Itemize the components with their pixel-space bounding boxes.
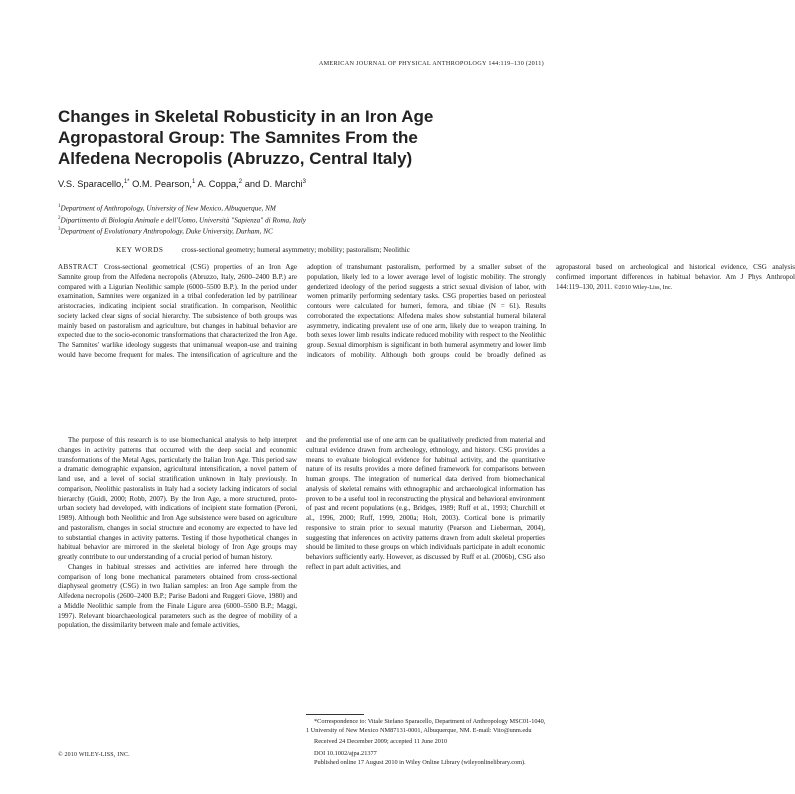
author-name: A. Coppa, [197, 179, 239, 190]
abstract-text: Cross-sectional geometrical (CSG) properties of an Iron Age Samnite group from the Alfedena necropolis (Abruzzo, Italy, 2600–2400 B.P.) are compared with a Ligurian Neolithic sample (6000–5500 B.P.). In the period under examination, Samnites were organized in a tribal confederation led by patrilinear aristocracies, indicating incipient social stratification. In comparison, Neolithic society lacked clear signs of social hierarchy. The subsistence of both groups was mainly based on pastoralism and agriculture, but changes in habitual behavior are expected due to the socio-economic transformations that characterized the Iron Age. The Samnites' warlike ideology suggests that unimanual weapon-use and training would have become frequent for males. The intensification of agriculture and the adoption of transhumant pastoralism, performed by a smaller subset of the population, likely led to a lower average level of logistic mobility. The strongly genderized ideology of the period suggests a strict sexual division of labor, with women primarily performing sedentary tasks. CSG properties based on periosteal contours were calculated for humeri, femora, and tibiae (N = 61). Results corroborated the expectations: Alfedena males show substantial humeral bilateral asymmetry, indicating prevalent use of one arm, likely due to weapon training. In both sexes lower limb results indicate reduced mobility with respect to the Neolithic group. Sexual dimorphism is significant in both humeral asymmetry and lower limb indicators of mobility. Although both groups could be broadly defined as agropastoral based on archeological and historical evidence, CSG analysis confirmed important differences in habitual behavior. Am J Phys Anthropol 144:119–130, 2011. [58, 263, 795, 359]
body-paragraph: The purpose of this research is to use biomechanical analysis to help interpret changes in activity patterns that occurred with the deep social and economic transformations of the Metal Ages, particularly the Italian Iron Age. This period saw a dramatic demographic expansion, agricultural intensification, a novel pattern of land use, and a level of social stratification unknown in Italy previously. In comparison, Neolithic pastoralists in Italy had a society lacking indicators of social hierarchy (Guidi, 2000; Robb, 2007). By the Iron Age, a more structured, proto-urban society had developed, with indications of incipient state formation (Peroni, 1989). Although both Neolithic and Iron Age subsistence were based on agriculture and pastoralism, changes in social structure and economy are expected to have led to substantial changes in activity patterns. Testing if those hypothetical changes in habitual behavior are mirrored in the skeletal biology of Iron Age groups may greatly contribute to our understanding of a crucial period of human history. [58, 436, 297, 561]
author-affil-mark: 3 [302, 179, 306, 185]
footnote-divider [306, 714, 364, 715]
body-column-left [58, 436, 297, 631]
abstract-copyright: ©2010 Wiley-Liss, Inc. [613, 283, 673, 291]
body-paragraph: Changes in habitual stresses and activities are inferred here through the comparison of long bone mechanical parameters obtained from cross-sectional diaphyseal geometry (CSG) in two Italian samples: an Iron Age sample from the Alfedena necropolis (2600–2400 B.P.; Parise Badoni and Ruggeri Giove, 1980) and a Middle Neolithic sample from the Finale Ligure area (6000–5500 B.P.; Maggi, 1997). Relevant bioarchaeological parameters such as the degree of mobility of a population, the dissimilarity between male and female activities, [58, 562, 297, 630]
affiliation [58, 225, 528, 237]
page-footer-copyright: © 2010 WILEY-LISS, INC. [58, 752, 130, 758]
affiliation [58, 214, 528, 226]
doi: DOI 10.1002/ajpa.21377 [314, 750, 377, 758]
author-name: and D. Marchi [244, 179, 303, 190]
body-paragraph: and the preferential use of one arm can be qualitatively predicted from material and cultural evidence drawn from archeology, ethnology, and history. CSG provides a means to evaluate biological evidence for habitual activity, and the quantitative nature of its results provides a more defined framework for comparisons between human groups. The integration of numerical data derived from biomechanical analysis of skeletal remains with ethnographic and archaeological information has proven to be a useful tool in reconstructing the physical and behavioral environment of past and recent populations (e.g., Bridges, 1989; Ruff et al., 1993; Churchill et al., 1996, 2000; Ruff, 1999, 2000a; Holt, 2003). Cortical bone is primarily responsive to strain prior to sexual maturity (Pearson and Lieberman, 2004), suggesting that inferences on activity patterns drawn from adult skeletal properties should be limited to these groups on which individuals participate in adult economic behaviors sufficiently early. However, as discussed by Ruff et al. (2006b), CSG also reflect in part adult activities, and [306, 436, 545, 571]
author-affil-mark: 1* [123, 179, 130, 185]
affiliation-mark: 2 [58, 215, 61, 221]
author-name: O.M. Pearson, [132, 179, 193, 190]
body-column-right [306, 436, 545, 573]
footnotes [306, 718, 546, 771]
journal-header: AMERICAN JOURNAL OF PHYSICAL ANTHROPOLOGY 144:119–130 (2011) [318, 60, 544, 67]
affiliation-text: Department of Evolutionary Anthropology, Duke University, Durham, NC [60, 227, 273, 236]
affiliation-mark: 1 [58, 204, 61, 209]
keywords-label: KEY WORDS [116, 246, 164, 254]
received-dates: Received 24 December 2009; accepted 11 June 2010 [314, 738, 448, 746]
article-title: Changes in Skeletal Robusticity in an Iron Age Agropastoral Group: The Samnites From the Alfedena Necropolis (Abruzzo, Central Italy) [58, 107, 434, 168]
correspondence-note: *Correspondence to: Vitale Stefano Sparacello, Department of Anthropology MSC01-1040, 1 University of New Mexico NM87131-0001, Albuquerque, NM. E-mail: Vito@unm.edu [306, 718, 546, 734]
author-affil-mark: 1 [192, 179, 196, 185]
affiliation-text: Department of Anthropology, University of New Mexico, Albuquerque, NM [60, 204, 276, 213]
abstract-label: ABSTRACT [58, 263, 99, 271]
affiliation-text: Dipartimento di Biologia Animale e dell'Uomo, Università "Sapienza" di Roma, Italy [60, 215, 306, 224]
author-name: V.S. Sparacello, [58, 179, 124, 190]
keywords-text: cross-sectional geometry; humeral asymmetry; mobility; pastoralism; Neolithic [181, 246, 410, 254]
author-affil-mark: 2 [238, 179, 243, 185]
abstract [58, 263, 795, 369]
keywords-line [116, 246, 410, 254]
affiliation-mark: 3 [58, 227, 61, 233]
affiliation [58, 202, 528, 214]
author-list [58, 179, 306, 189]
affiliation-list [58, 202, 528, 237]
published-online: Published online 17 August 2010 in Wiley Online Library (wileyonlinelibrary.com). [314, 758, 526, 766]
